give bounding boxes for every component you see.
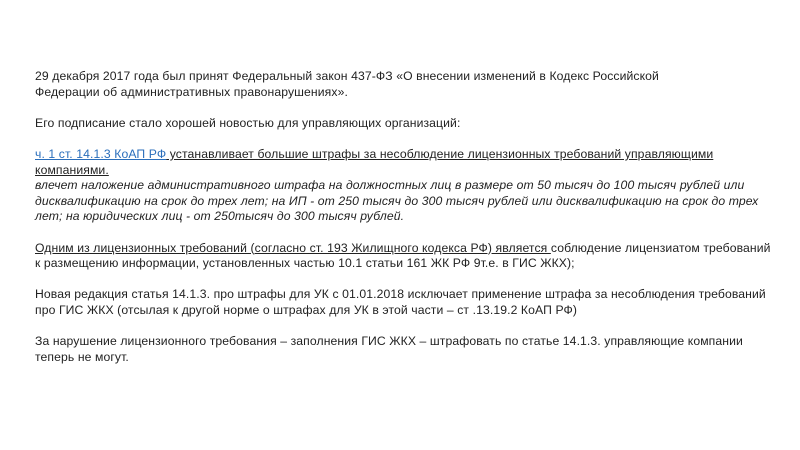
spacer — [35, 319, 775, 335]
spacer — [35, 131, 775, 147]
spacer — [35, 272, 775, 288]
paragraph-conclusion: За нарушение лицензионного требования – заполнения ГИС ЖКХ – штрафовать по статье 14.1.3. управляющие компании теперь не могут. — [35, 334, 743, 364]
paragraph-fines — [35, 147, 775, 225]
fines-details: влечет наложение административного штрафа на должностных лиц в размере от 50 тысяч до 100 тысяч рублей или дисквалификацию на срок до трех лет; на ИП - от 250 тысяч до 300 тысяч рублей или дисквалификацию на срок до трех лет; на юридических лиц - от 250тысяч до 300 тысяч рублей. — [35, 178, 759, 224]
license-requirement-underlined: Одним из лицензионных требований (согласно ст. 193 Жилищного кодекса РФ) является — [35, 240, 551, 255]
spacer — [35, 225, 775, 241]
paragraph-new-edition: Новая редакция статья 14.1.3. про штрафы для УК с 01.01.2018 исключает применение штрафа за несоблюдения требований про ГИС ЖКХ (отсылая к другой норме о штрафах для УК в этой части – ст .13.19.2 КоАП РФ) — [35, 287, 766, 317]
spacer — [35, 100, 775, 116]
fines-statement: устанавливает большие штрафы за несоблюдение лицензионных требований управляющими компаниями. — [35, 146, 714, 177]
law-adoption-line-1: 29 декабря 2017 года был принят Федеральный закон 437-ФЗ «О внесении изменений в Кодекс Российской — [35, 69, 659, 83]
text-body — [35, 69, 775, 365]
koap-article-link[interactable]: ч. 1 ст. 14.1.3 КоАП РФ — [35, 146, 167, 161]
paragraph-law-adoption — [35, 69, 775, 100]
license-requirement-rest: соблюдение лицензиатом требований к размещению информации, установленных частью 10.1 статьи 161 ЖК РФ 9т.е. в ГИС ЖКХ); — [35, 240, 771, 271]
paragraph-license-requirement — [35, 241, 775, 272]
paragraph-good-news: Его подписание стало хорошей новостью для управляющих организаций: — [35, 115, 461, 130]
law-adoption-line-2: Федерации об административных правонарушениях». — [35, 84, 348, 99]
